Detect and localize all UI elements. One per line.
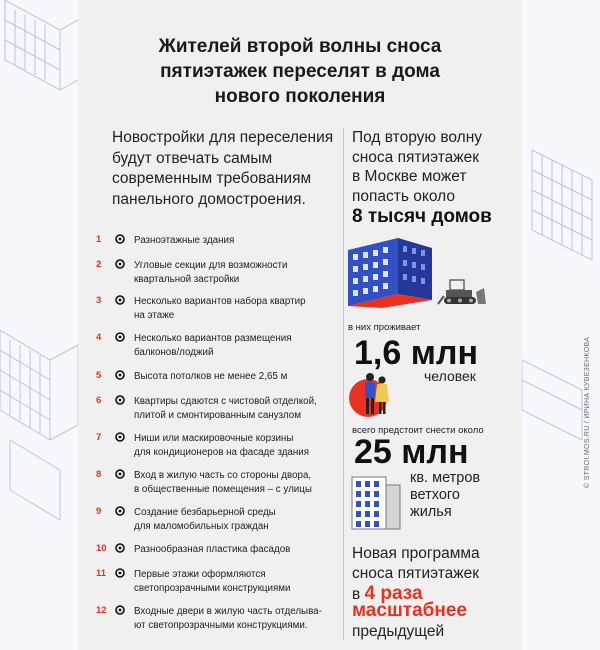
item-number: 6 xyxy=(96,395,102,406)
item-text: Разнообразная пластика фасадов xyxy=(134,544,291,555)
item-number: 9 xyxy=(96,506,102,517)
title-line: Жителей второй волны сноса xyxy=(158,36,442,57)
item-text: Входные двери в жилую часть отделыва- xyxy=(134,606,322,617)
item-text: Высота потолков не менее 2,65 м xyxy=(134,371,288,382)
item-number: 4 xyxy=(96,332,102,343)
area-line: кв. метров xyxy=(410,470,481,486)
program-line: сноса пятиэтажек xyxy=(352,564,480,582)
column-divider xyxy=(343,128,344,640)
item-text: ют светопрозрачными конструкциями. xyxy=(134,619,308,631)
program-in: в xyxy=(352,586,365,603)
bullet-icon xyxy=(115,605,125,615)
item-number: 11 xyxy=(96,568,107,579)
program-line: Новая программа xyxy=(352,545,480,562)
item-text: Квартиры сдаются с чистовой отделкой, xyxy=(134,396,317,407)
tall-building-icon xyxy=(350,475,402,531)
item-number: 12 xyxy=(96,605,107,616)
item-text: Ниши или маскировочные корзины xyxy=(134,433,294,444)
item-text: Первые этажи оформляются xyxy=(134,569,266,580)
item-text: Несколько вариантов размещения xyxy=(134,333,292,344)
bullet-icon xyxy=(115,370,125,380)
page-title xyxy=(78,34,522,109)
bullet-icon xyxy=(115,506,125,516)
people-icon xyxy=(346,370,398,418)
left-decorative-margin xyxy=(0,0,78,650)
program-times: 4 раза xyxy=(364,583,423,604)
area-line: жилья xyxy=(410,504,452,520)
bullet-icon xyxy=(115,295,125,305)
area-label xyxy=(410,470,480,521)
program-scale: масштабнее xyxy=(352,600,467,621)
item-text: для маломобильных граждан xyxy=(134,520,269,532)
intro-line: современным требованиям xyxy=(112,170,312,187)
item-text: Создание безбарьерной среды xyxy=(134,507,276,518)
wave-text xyxy=(352,128,482,206)
wave-line: попасть около xyxy=(352,187,455,205)
title-line: нового поколения xyxy=(214,86,386,107)
intro-line: будут отвечать самым xyxy=(112,149,273,167)
item-number: 1 xyxy=(96,234,102,245)
demolish-label: всего предстоит снести около xyxy=(352,425,484,436)
bullet-icon xyxy=(115,234,125,244)
intro-text xyxy=(112,128,337,210)
item-number: 5 xyxy=(96,370,102,381)
houses-count: 8 тысяч домов xyxy=(352,206,492,227)
program-end: предыдущей xyxy=(352,623,445,640)
item-number: 2 xyxy=(96,259,102,270)
item-number: 8 xyxy=(96,469,102,480)
item-text: Вход в жилую часть со стороны двора, xyxy=(134,470,312,481)
bullet-icon xyxy=(115,395,125,405)
bullet-icon xyxy=(115,568,125,578)
bulldozer-icon xyxy=(436,278,488,306)
bullet-icon xyxy=(115,469,125,479)
item-number: 3 xyxy=(96,295,102,306)
wave-line: Под вторую волну xyxy=(352,129,483,146)
item-text: балконов/лоджий xyxy=(134,346,214,358)
live-in-label: в них проживает xyxy=(348,322,421,333)
people-count: 1,6 млн xyxy=(354,334,478,372)
area-count: 25 млн xyxy=(354,433,469,471)
program-text xyxy=(352,544,480,583)
item-text: Разноэтажные здания xyxy=(134,235,235,246)
item-text: плитой и смонтированным санузлом xyxy=(134,409,301,421)
intro-line: Новостройки для переселения xyxy=(112,129,334,146)
item-number: 7 xyxy=(96,432,102,443)
area-line: ветхого xyxy=(410,487,460,503)
bullet-icon xyxy=(115,332,125,342)
building-sketch-icon xyxy=(0,0,78,650)
bullet-icon xyxy=(115,543,125,553)
item-text: светопрозрачными конструкциями xyxy=(134,582,291,594)
bullet-icon xyxy=(115,432,125,442)
item-text: квартальной застройки xyxy=(134,273,240,285)
people-label: человек xyxy=(424,368,476,384)
right-decorative-margin xyxy=(522,0,600,650)
credit-text: © STROI.MOS.RU / ИРИНА КУВЕЗЕНКОВА xyxy=(584,336,591,488)
wave-line: в Москве может xyxy=(352,168,467,185)
item-text: Несколько вариантов набора квартир xyxy=(134,296,306,307)
item-text: для кондиционеров на фасаде здания xyxy=(134,446,310,458)
item-text: на этаже xyxy=(134,309,175,321)
intro-line: панельного домостроения. xyxy=(112,190,306,208)
item-text: в общественные помещения – с улицы xyxy=(134,483,312,495)
building-illustration xyxy=(346,236,436,308)
item-number: 10 xyxy=(96,543,107,554)
bullet-icon xyxy=(115,259,125,269)
item-text: Угловые секции для возможности xyxy=(134,260,288,271)
building-sketch-icon xyxy=(522,0,600,650)
title-line: пятиэтажек переселят в дома xyxy=(160,61,440,82)
wave-line: сноса пятиэтажек xyxy=(352,148,480,166)
